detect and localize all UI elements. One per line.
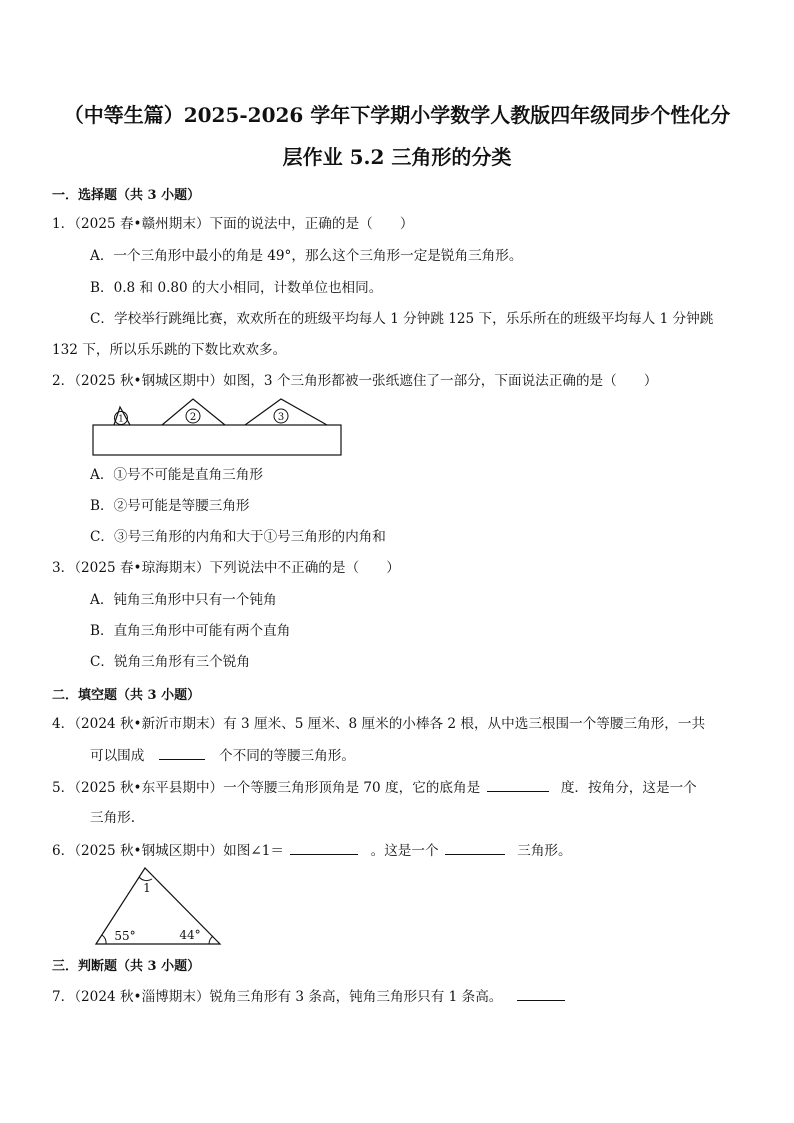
- section-heading-judge: 三．判断题（共 3 小题）: [52, 959, 201, 974]
- section-heading-choice: 一．选择题（共 3 小题）: [52, 188, 201, 203]
- angle-left-label: 55°: [114, 929, 136, 943]
- question-2-option-c: C．③号三角形的内角和大于①号三角形的内角和: [90, 529, 386, 545]
- question-5-text-b: 度．按角分，这是一个: [560, 780, 697, 796]
- question-5-line1: [52, 777, 697, 798]
- question-2-stem: 2．（2025 秋•钢城区期中）如图，3 个三角形都被一张纸遮住了一部分，下面说法正确的是（ ）: [52, 373, 658, 389]
- question-1-option-c-line1: C．学校举行跳绳比赛，欢欢所在的班级平均每人 1 分钟跳 125 下，乐乐所在的班级平均每人 1 分钟跳: [90, 311, 714, 327]
- question-2-option-b: B．②号可能是等腰三角形: [90, 498, 250, 514]
- question-1-option-a: A．一个三角形中最小的角是 49°，那么这个三角形一定是锐角三角形。: [90, 248, 523, 264]
- question-5-line2: 三角形.: [90, 810, 136, 826]
- angle-1-label: 1: [143, 881, 151, 895]
- question-7-line: [52, 986, 565, 1007]
- section-heading-fill: 二．填空题（共 3 小题）: [52, 688, 201, 703]
- question-7-answer-blank[interactable]: [517, 986, 565, 1001]
- fig-label-1-digit: 1: [118, 414, 124, 425]
- question-6-text-b: 。这是一个: [370, 843, 439, 859]
- question-6-line: [52, 840, 572, 861]
- question-6-type-blank[interactable]: [445, 840, 505, 855]
- question-4-text-a: 可以围成: [90, 748, 145, 764]
- question-5-text-a: 5．（2025 秋•东平县期中）一个等腰三角形顶角是 70 度，它的底角是: [52, 780, 481, 796]
- question-1-option-c-line2: 132 下，所以乐乐跳的下数比欢欢多。: [52, 342, 287, 358]
- question-4-text-b: 个不同的等腰三角形。: [219, 748, 355, 764]
- question-7-text: 7．（2024 秋•淄博期末）锐角三角形有 3 条高，钝角三角形只有 1 条高。: [52, 989, 503, 1005]
- question-4-answer-blank[interactable]: [159, 745, 205, 760]
- question-3-option-b: B．直角三角形中可能有两个直角: [90, 623, 291, 639]
- fig-label-2-digit: 2: [189, 412, 197, 423]
- question-4-line1: 4．（2024 秋•新沂市期末）有 3 厘米、5 厘米、8 厘米的小棒各 2 根，从中选三根围一个等腰三角形，一共: [52, 716, 706, 732]
- question-2-option-a: A．①号不可能是直角三角形: [90, 467, 263, 483]
- question-6-triangle-figure: [90, 862, 226, 948]
- question-1-option-b: B．0.8 和 0.80 的大小相同，计数单位也相同。: [90, 280, 383, 296]
- question-6-text-a: 6．（2025 秋•钢城区期中）如图∠1＝: [52, 843, 284, 859]
- page-title-line1: （中等生篇）2025-2026 学年下学期小学数学人教版四年级同步个性化分: [63, 103, 731, 127]
- angle-right-label: 44°: [179, 928, 201, 942]
- question-5-answer-blank[interactable]: [487, 777, 549, 792]
- fig-label-3-digit: 3: [277, 412, 285, 423]
- question-3-stem: 3．（2025 春•琼海期末）下列说法中不正确的是（ ）: [52, 560, 400, 576]
- question-6-text-c: 三角形。: [517, 843, 572, 859]
- question-3-option-a: A．钝角三角形中只有一个钝角: [90, 592, 277, 608]
- question-2-figure: [90, 394, 346, 458]
- question-6-angle-blank[interactable]: [290, 840, 358, 855]
- page-title-line2: 层作业 5.2 三角形的分类: [282, 145, 512, 169]
- question-3-option-c: C．锐角三角形有三个锐角: [90, 654, 250, 670]
- question-1-stem: 1．（2025 春•赣州期末）下面的说法中，正确的是（ ）: [52, 216, 414, 232]
- question-4-line2: [90, 745, 355, 766]
